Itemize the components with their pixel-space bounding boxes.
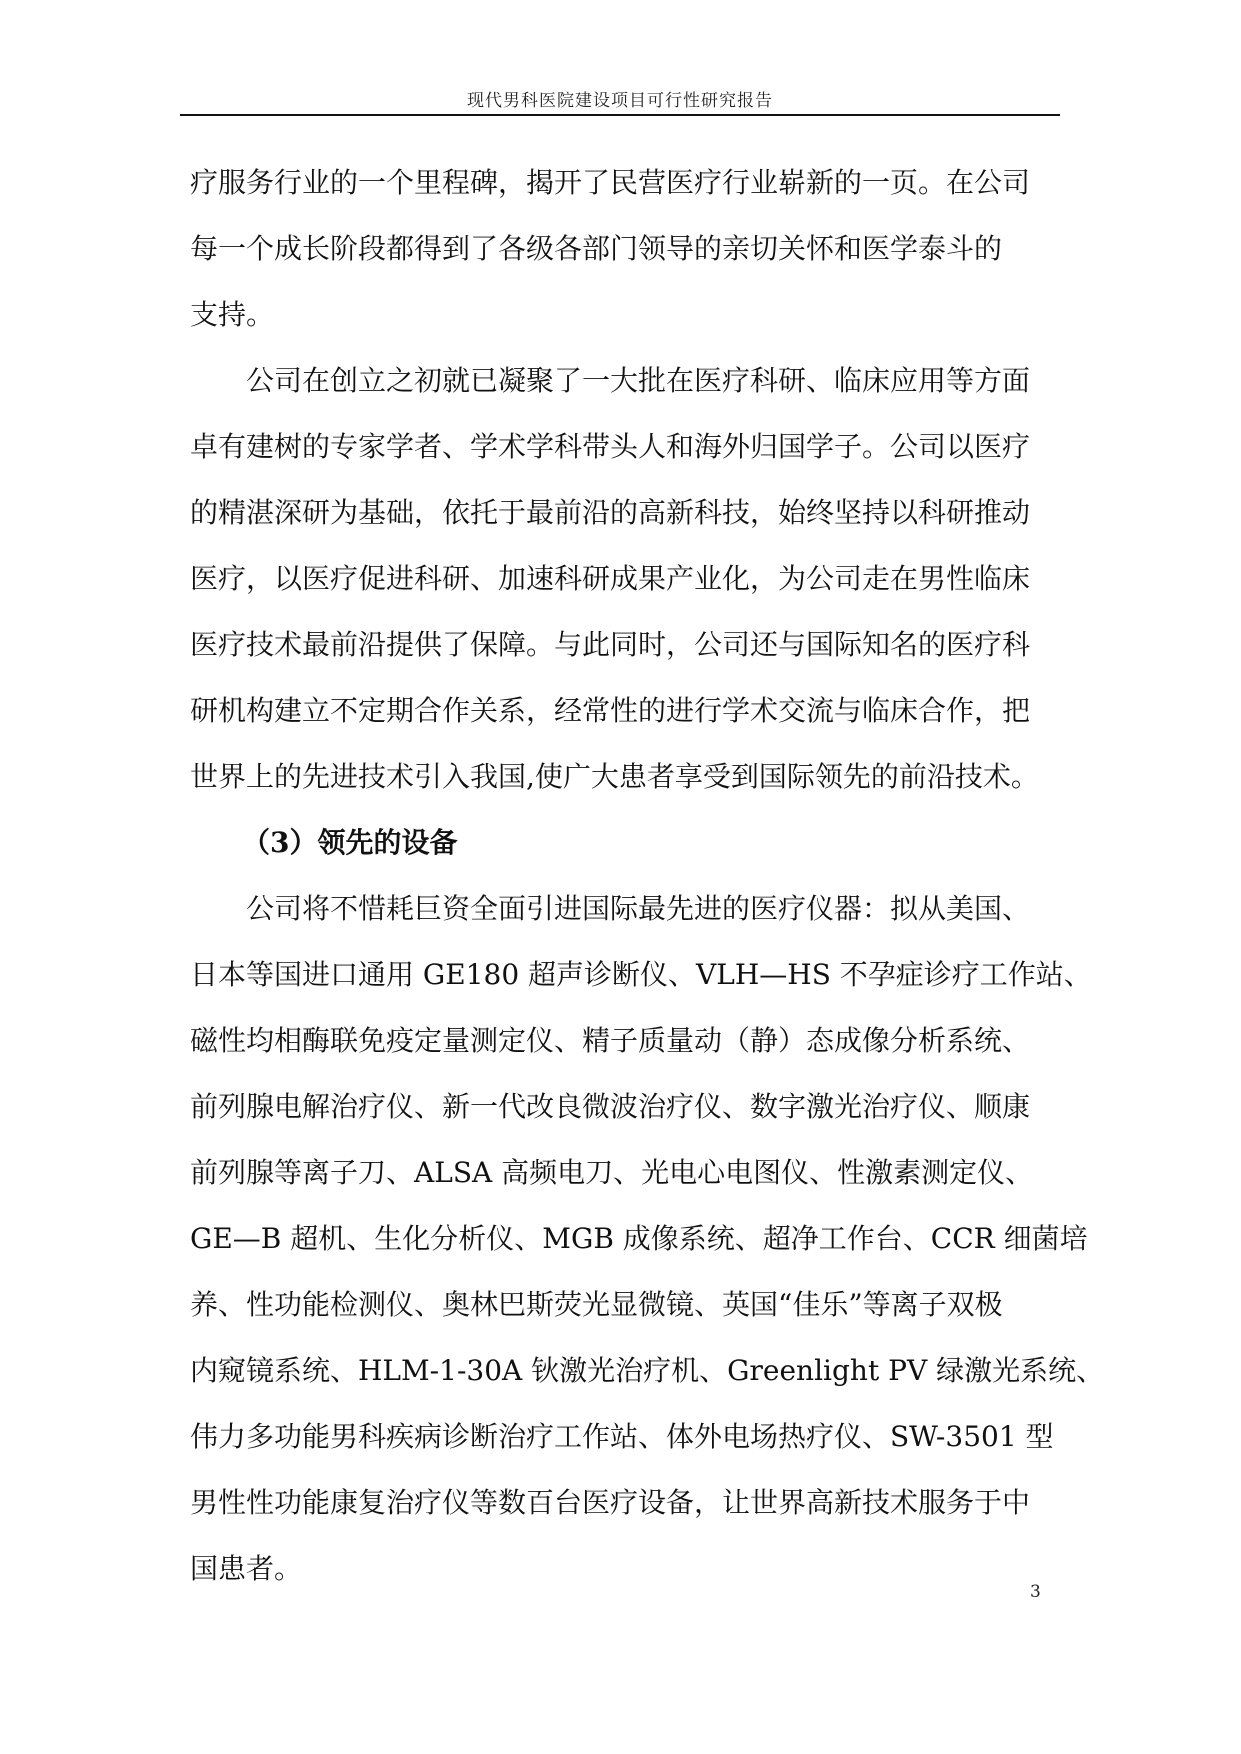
text-line: 卓有建树的专家学者、学术学科带头人和海外归国学子。公司以医疗: [190, 430, 1031, 463]
section-heading: （3）领先的设备: [242, 826, 458, 859]
text-line: 的精湛深研为基础，依托于最前沿的高新科技，始终坚持以科研推动: [190, 496, 1031, 529]
text-line: 公司在创立之初就已凝聚了一大批在医疗科研、临床应用等方面: [246, 364, 1031, 397]
text-line: 研机构建立不定期合作关系，经常性的进行学术交流与临床合作，把: [190, 694, 1031, 727]
text-line: 前列腺电解治疗仪、新一代改良微波治疗仪、数字激光治疗仪、顺康: [190, 1090, 1031, 1123]
text-line: 疗服务行业的一个里程碑，揭开了民营医疗行业崭新的一页。在公司: [190, 166, 1031, 199]
text-line: GE—B 超机、生化分析仪、MGB 成像系统、超净工作台、CCR 细菌培: [190, 1222, 1088, 1255]
text-line: 日本等国进口通用 GE180 超声诊断仪、VLH—HS 不孕症诊疗工作站、: [190, 958, 1092, 991]
document-body: [190, 150, 1105, 1602]
text-line: 前列腺等离子刀、ALSA 高频电刀、光电心电图仪、性激素测定仪、: [190, 1156, 1034, 1189]
text-line: 每一个成长阶段都得到了各级各部门领导的亲切关怀和医学泰斗的: [190, 232, 1003, 265]
running-header: 现代男科医院建设项目可行性研究报告: [467, 91, 773, 111]
paragraph-research: [190, 348, 1056, 810]
text-line: 医疗，以医疗促进科研、加速科研成果产业化，为公司走在男性临床: [190, 562, 1031, 595]
text-line: 磁性均相酶联免疫定量测定仪、精子质量动（静）态成像分析系统、: [190, 1024, 1031, 1057]
text-line: 养、性功能检测仪、奥林巴斯荧光显微镜、英国“佳乐”等离子双极: [190, 1288, 1003, 1321]
text-line: 支持。: [190, 298, 275, 331]
text-line: 伟力多功能男科疾病诊断治疗工作站、体外电场热疗仪、SW-3501 型: [190, 1420, 1054, 1453]
paragraph-equipment: [190, 876, 1105, 1602]
text-line: 世界上的先进技术引入我国,使广大患者享受到国际领先的前沿技术。: [190, 760, 1039, 793]
text-line: 公司将不惜耗巨资全面引进国际最先进的医疗仪器：拟从美国、: [246, 892, 1031, 925]
header-divider: [180, 114, 1060, 116]
page-number: 3: [1030, 1582, 1041, 1602]
text-line: 国患者。: [190, 1552, 303, 1585]
text-line: 男性性功能康复治疗仪等数百台医疗设备，让世界高新技术服务于中: [190, 1486, 1031, 1519]
paragraph-continuation: [190, 150, 1056, 348]
text-line: 医疗技术最前沿提供了保障。与此同时，公司还与国际知名的医疗科: [190, 628, 1031, 661]
text-line: 内窥镜系统、HLM-1-30A 钬激光治疗机、Greenlight PV 绿激光系统、: [190, 1354, 1105, 1387]
